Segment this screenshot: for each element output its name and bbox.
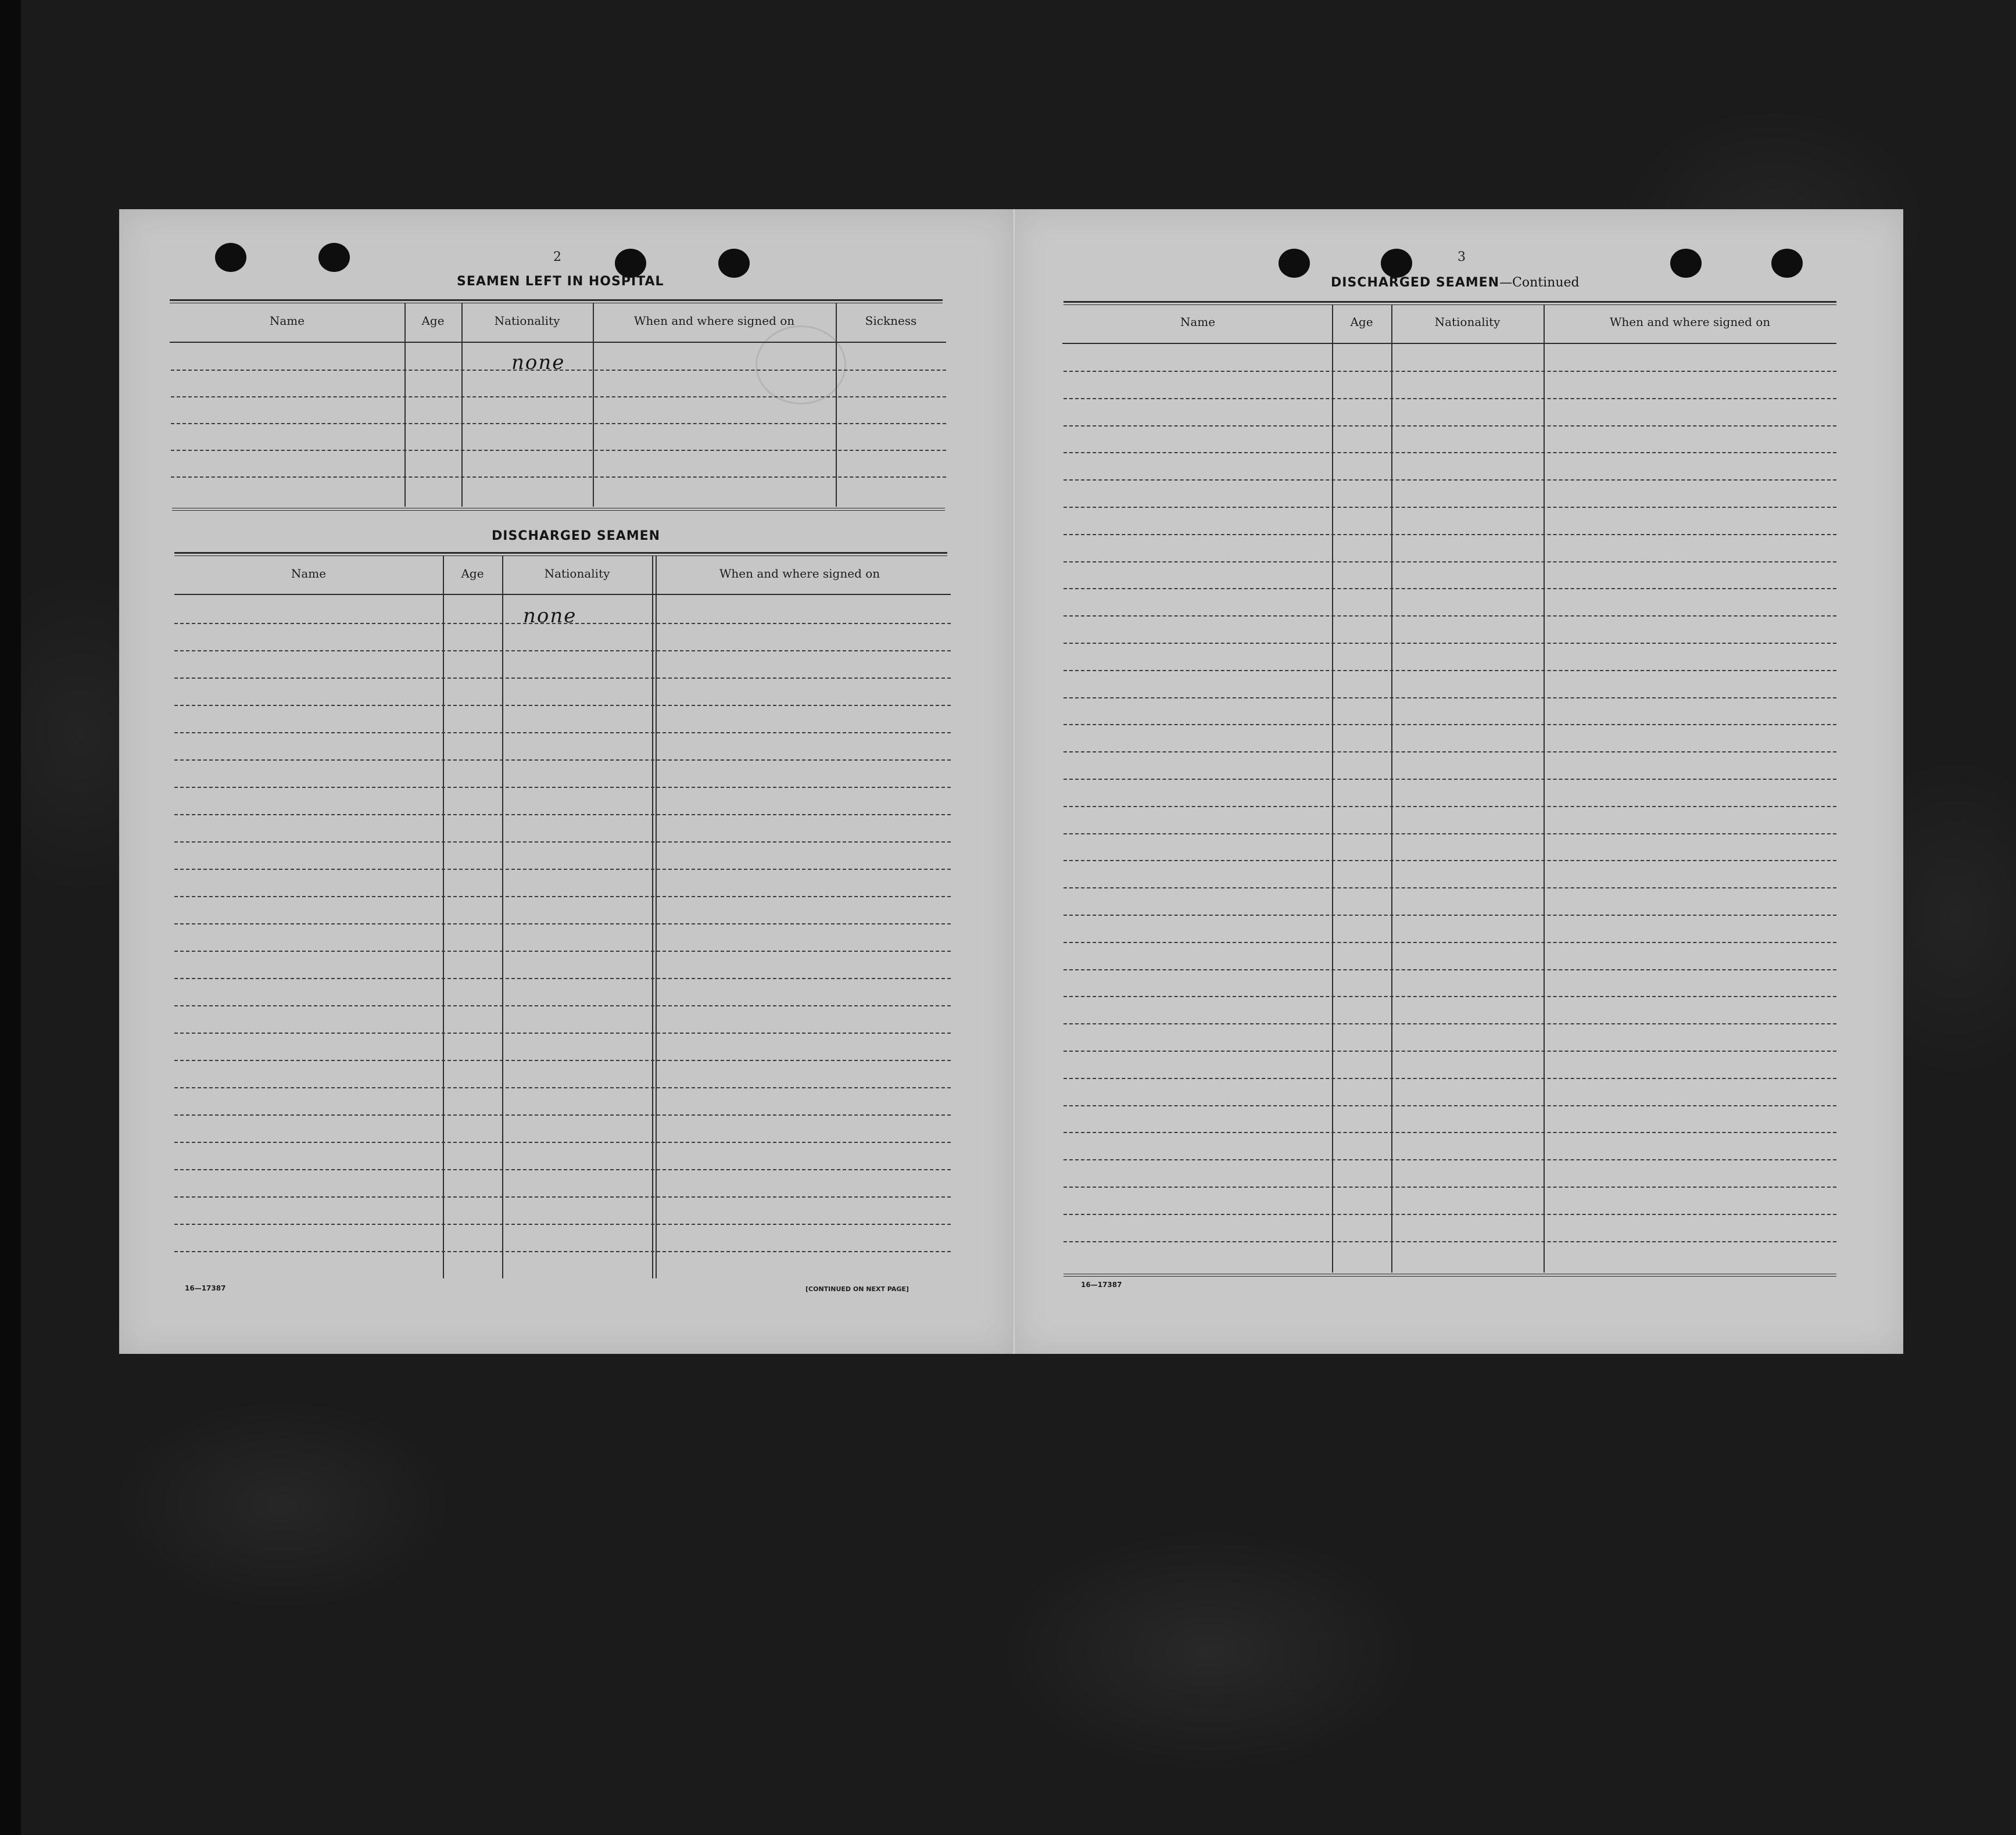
- dotted-row-line: [1063, 561, 1836, 562]
- column-header-nationality: Nationality: [494, 314, 560, 328]
- dotted-row-line: [174, 1033, 951, 1034]
- dotted-row-line: [171, 476, 946, 478]
- dotted-row-line: [1063, 779, 1836, 780]
- dotted-row-line: [1063, 887, 1836, 888]
- hospital-section-title: SEAMEN LEFT IN HOSPITAL: [457, 274, 664, 289]
- dotted-row-line: [1063, 833, 1836, 834]
- dotted-row-line: [1063, 452, 1836, 453]
- stamp-mark: [755, 325, 846, 404]
- dotted-row-line: [1063, 969, 1836, 970]
- column-header-name: Name: [1180, 315, 1216, 329]
- dotted-row-line: [1063, 1023, 1836, 1024]
- discharged-continued-title: [1331, 275, 1580, 290]
- column-divider: [443, 556, 444, 1278]
- dotted-row-line: [174, 678, 951, 679]
- punch-hole-icon: [215, 243, 246, 272]
- dotted-row-line: [1063, 860, 1836, 861]
- form-code: 16—17387: [185, 1284, 226, 1292]
- discharged-top-rule: [174, 552, 947, 556]
- dotted-row-line: [1063, 425, 1836, 427]
- column-divider: [593, 303, 594, 507]
- discharged-header-bottom: [174, 594, 951, 595]
- dotted-row-line: [174, 896, 951, 897]
- column-divider: [1332, 304, 1333, 1273]
- form-code: 16—17387: [1081, 1281, 1122, 1289]
- dotted-row-line: [1063, 534, 1836, 535]
- column-divider: [1391, 304, 1392, 1273]
- section-title-suffix: —Continued: [1499, 275, 1580, 290]
- column-header-name: Name: [269, 314, 305, 328]
- dotted-row-line: [174, 1196, 951, 1198]
- dotted-row-line: [174, 1224, 951, 1225]
- dotted-row-line: [1063, 1187, 1836, 1188]
- dotted-row-line: [174, 650, 951, 651]
- column-header-nationality: Nationality: [544, 567, 610, 580]
- right-header-row: [1063, 304, 1836, 344]
- column-header-signed-on: When and where signed on: [719, 567, 880, 580]
- dotted-row-line: [1063, 1051, 1836, 1052]
- dotted-row-line: [174, 923, 951, 924]
- right-bottom-rule: [1063, 1274, 1836, 1277]
- dotted-row-line: [1063, 915, 1836, 916]
- dotted-row-line: [174, 732, 951, 733]
- dotted-row-line: [1063, 643, 1836, 644]
- column-divider: [404, 303, 406, 507]
- dotted-row-line: [174, 1142, 951, 1143]
- column-header-age: Age: [461, 567, 484, 580]
- dotted-row-line: [1063, 398, 1836, 399]
- column-divider: [1544, 304, 1545, 1273]
- page-number: 3: [1458, 250, 1466, 264]
- dotted-row-line: [1063, 751, 1836, 752]
- handwritten-entry: none: [523, 604, 577, 628]
- dotted-row-line: [1063, 724, 1836, 725]
- page-fold: [1012, 209, 1016, 1354]
- column-header-sickness: Sickness: [865, 314, 917, 328]
- dotted-row-line: [1063, 697, 1836, 698]
- column-header-age: Age: [1350, 315, 1373, 329]
- dotted-row-line: [1063, 479, 1836, 481]
- right-page: [1014, 209, 1903, 1354]
- dotted-row-line: [171, 450, 946, 451]
- dotted-row-line: [1063, 1132, 1836, 1133]
- dotted-row-line: [174, 951, 951, 952]
- dotted-row-line: [1063, 371, 1836, 372]
- film-edge: [0, 0, 21, 1835]
- dotted-row-line: [171, 396, 946, 397]
- column-divider: [656, 556, 657, 1278]
- page-number: 2: [553, 250, 561, 264]
- dotted-row-line: [1063, 1078, 1836, 1079]
- dotted-row-line: [1063, 806, 1836, 807]
- dotted-row-line: [1063, 1159, 1836, 1160]
- dotted-row-line: [1063, 1214, 1836, 1215]
- dotted-row-line: [1063, 1105, 1836, 1106]
- dotted-row-line: [174, 1169, 951, 1170]
- punch-hole-icon: [1670, 249, 1702, 278]
- section-title-text: DISCHARGED SEAMEN: [1331, 275, 1500, 290]
- hospital-bottom-rule: [172, 508, 945, 511]
- column-divider: [502, 556, 503, 1278]
- dotted-row-line: [1063, 507, 1836, 508]
- column-header-signed-on: When and where signed on: [1609, 315, 1771, 329]
- handwritten-entry: none: [511, 351, 565, 374]
- dotted-row-line: [174, 1114, 951, 1116]
- continued-note: [CONTINUED ON NEXT PAGE]: [805, 1285, 909, 1293]
- dotted-row-line: [1063, 1241, 1836, 1242]
- dotted-row-line: [174, 1005, 951, 1006]
- dotted-row-line: [1063, 670, 1836, 671]
- punch-hole-icon: [1771, 249, 1803, 278]
- dotted-row-line: [174, 705, 951, 706]
- dotted-row-line: [174, 978, 951, 979]
- dotted-row-line: [174, 1060, 951, 1061]
- dotted-row-line: [1063, 996, 1836, 997]
- column-header-name: Name: [291, 567, 327, 580]
- discharged-header-row: [174, 556, 947, 596]
- column-divider: [461, 303, 463, 507]
- column-divider: [836, 303, 837, 507]
- dotted-row-line: [171, 423, 946, 424]
- dotted-row-line: [174, 1251, 951, 1252]
- dotted-row-line: [174, 787, 951, 788]
- punch-hole-icon: [1279, 249, 1310, 278]
- dotted-row-line: [1063, 942, 1836, 943]
- column-header-nationality: Nationality: [1434, 315, 1501, 329]
- column-header-age: Age: [421, 314, 445, 328]
- dotted-row-line: [1063, 588, 1836, 589]
- punch-hole-icon: [718, 249, 750, 278]
- dotted-row-line: [174, 869, 951, 870]
- column-header-signed-on: When and where signed on: [633, 314, 795, 328]
- left-page: [119, 209, 1014, 1354]
- punch-hole-icon: [615, 249, 646, 278]
- discharged-section-title: DISCHARGED SEAMEN: [492, 529, 661, 543]
- punch-hole-icon: [318, 243, 350, 272]
- punch-hole-icon: [1381, 249, 1412, 278]
- hospital-top-rule: [170, 299, 943, 303]
- column-divider: [652, 556, 653, 1278]
- dotted-row-line: [174, 1087, 951, 1088]
- right-header-bottom: [1062, 343, 1836, 344]
- dotted-row-line: [174, 814, 951, 815]
- dotted-row-line: [1063, 615, 1836, 617]
- dotted-row-line: [174, 841, 951, 843]
- dotted-row-line: [174, 759, 951, 761]
